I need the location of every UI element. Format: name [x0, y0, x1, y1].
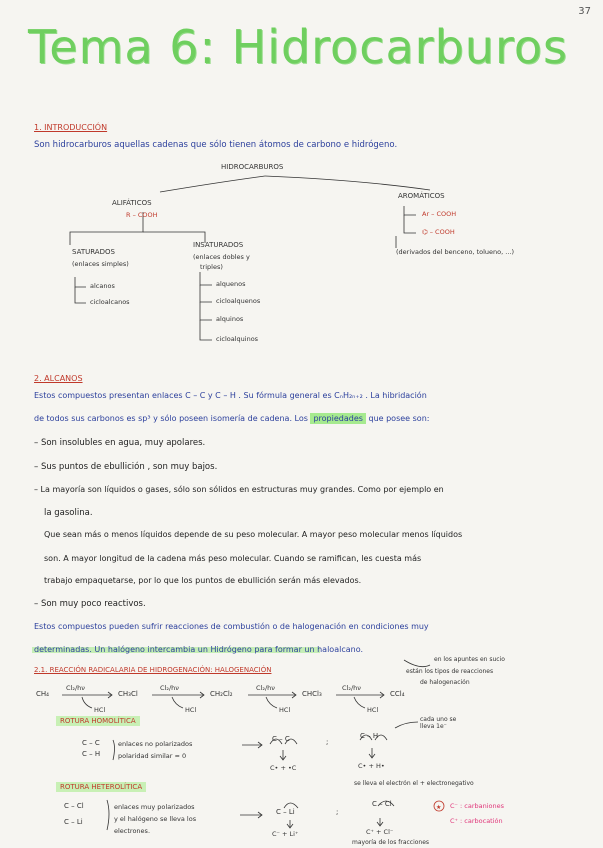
- tree-saturated-item: alcanos: [90, 282, 115, 290]
- tree-saturated-note: (enlaces simples): [72, 260, 129, 268]
- property-item-cont: la gasolina.: [44, 508, 93, 518]
- intro-text: Son hidrocarburos aquellas cadenas que sólo tienen átomos de carbono e hidrógeno.: [34, 140, 398, 150]
- tree-unsaturated-item: cicloalquinos: [216, 335, 259, 343]
- heterolytic-note-top: se lleva el electrón el + electronegativo: [354, 780, 474, 787]
- side-note: de halogenación: [420, 679, 470, 686]
- separator: ;: [336, 808, 339, 816]
- homolytic-note: cada uno se lleva 1e⁻: [420, 716, 457, 730]
- tree-aromatic: AROMÁTICOS: [398, 192, 445, 200]
- properties-highlight: propiedades: [310, 413, 365, 424]
- species: CH₃Cl: [118, 690, 138, 698]
- side-note: en los apuntes en sucio: [434, 656, 505, 663]
- alkanes-line-1: Estos compuestos presentan enlaces C – C y C – H . Su fórmula general es CₙH₂ₙ₊₂ . La hibridación: [34, 391, 427, 400]
- page-title: Tema 6: Hidrocarburos: [28, 20, 568, 74]
- species: CH₄: [36, 690, 49, 698]
- heterolytic-desc: electrones.: [114, 827, 151, 835]
- bond-c-h: C – H: [360, 732, 379, 740]
- bond-c-li: C – Li: [276, 808, 295, 816]
- carbanion-label: C⁻ : carbaniones: [450, 802, 505, 810]
- alkanes-line-2a: de todos sus carbonos es sp³ y sólo poseen isomería de cadena. Los: [34, 414, 308, 423]
- property-item: – Sus puntos de ebullición , son muy bajos.: [34, 462, 218, 472]
- page-number: 37: [578, 6, 591, 17]
- property-item: – Son insolubles en agua, muy apolares.: [34, 438, 206, 448]
- reaction-text-2: determinadas. Un halógeno intercambia un Hidrógeno para formar un haloalcano.: [34, 645, 363, 654]
- homolytic-desc: polaridad similar ≈ 0: [118, 752, 187, 760]
- property-item: – La mayoría son líquidos o gases, sólo son sólidos en estructuras muy grandes. Como por ejemplo en: [34, 485, 444, 494]
- property-item: – Son muy poco reactivos.: [34, 599, 146, 609]
- tree-aromatic-formula-1: Ar – COOH: [422, 210, 457, 218]
- alkanes-line-2: [34, 414, 429, 423]
- species: CH₂Cl₂: [210, 690, 233, 698]
- tree-unsaturated-item: alquenos: [216, 280, 246, 288]
- reagent: Cl₂/hν: [342, 684, 361, 692]
- bond-c-cl: C – Cl: [372, 800, 392, 808]
- tree-unsaturated: INSATURADOS: [193, 241, 244, 249]
- section-heading-alkanes: 2. ALCANOS: [34, 374, 83, 383]
- heterolytic-note-bottom: mayoría de los fracciones: [352, 839, 430, 846]
- separator: ;: [326, 738, 329, 746]
- reagent: Cl₂/hν: [160, 684, 179, 692]
- homolytic-products: C• + •C: [270, 764, 297, 772]
- tree-unsaturated-note-1: (enlaces dobles y: [193, 253, 250, 261]
- homolytic-bonds: C – C C – H: [82, 739, 101, 758]
- tree-aromatic-formula-2: ⌬ – COOH: [422, 228, 455, 236]
- alkanes-line-2b: que posee son:: [368, 414, 430, 423]
- heterolytic-products: C⁻ + Li⁺: [272, 830, 299, 838]
- heterolytic-desc: y el halógeno se lleva los: [114, 815, 197, 823]
- tree-unsaturated-item: alquinos: [216, 315, 244, 323]
- homolytic-label: ROTURA HOMOLÍTICA: [56, 716, 140, 726]
- heterolytic-desc: enlaces muy polarizados: [114, 803, 195, 811]
- section-heading-reaction: 2.1. REACCIÓN RADICALARIA DE HIDROGENACIÓN: HALOGENACIÓN: [34, 666, 272, 674]
- byproduct: HCl: [94, 706, 106, 714]
- species: CCl₄: [390, 690, 405, 698]
- homolytic-desc: enlaces no polarizados: [118, 740, 193, 748]
- heterolytic-products: C⁺ + Cl⁻: [366, 828, 394, 836]
- tree-unsaturated-item: cicloalquenos: [216, 297, 261, 305]
- tree-unsaturated-note-2: triples): [200, 263, 223, 271]
- reaction-text-1: Estos compuestos pueden sufrir reacciones de combustión o de halogenación en condiciones muy: [34, 622, 429, 631]
- tree-saturated: SATURADOS: [72, 248, 115, 256]
- tree-root: HIDROCARBUROS: [221, 163, 284, 171]
- byproduct: HCl: [185, 706, 197, 714]
- species: CHCl₃: [302, 690, 322, 698]
- byproduct: HCl: [279, 706, 291, 714]
- reagent: Cl₂/hν: [66, 684, 85, 692]
- bond-c-c: C – C: [272, 735, 290, 743]
- tree-aliphatic: ALIFÁTICOS: [112, 199, 152, 207]
- tree-aromatic-note: (derivados del benceno, tolueno, ...): [396, 248, 514, 256]
- tree-aliphatic-formula: R – COOH: [126, 211, 158, 219]
- heterolytic-bond: C – Cl: [64, 802, 84, 810]
- reagent: Cl₂/hν: [256, 684, 275, 692]
- heterolytic-bond: C – Li: [64, 818, 83, 826]
- side-note: están los tipos de reacciones: [406, 668, 494, 675]
- byproduct: HCl: [367, 706, 379, 714]
- heterolytic-label: ROTURA HETEROLÍTICA: [56, 782, 146, 792]
- carbocation-label: C⁺ : carbocatión: [450, 817, 503, 825]
- section-heading-intro: 1. INTRODUCCIÓN: [34, 123, 108, 132]
- property-paragraph: son. A mayor longitud de la cadena más peso molecular. Cuando se ramifican, les cuesta más: [44, 554, 422, 563]
- property-paragraph: Que sean más o menos líquidos depende de su peso molecular. A mayor peso molecular menos líquidos: [44, 530, 463, 539]
- property-paragraph: trabajo empaquetarse, por lo que los puntos de ebullición serán más elevados.: [44, 576, 362, 585]
- svg-text:★: ★: [436, 804, 442, 811]
- tree-saturated-item: cicloalcanos: [90, 298, 130, 306]
- homolytic-products: C• + H•: [358, 762, 385, 770]
